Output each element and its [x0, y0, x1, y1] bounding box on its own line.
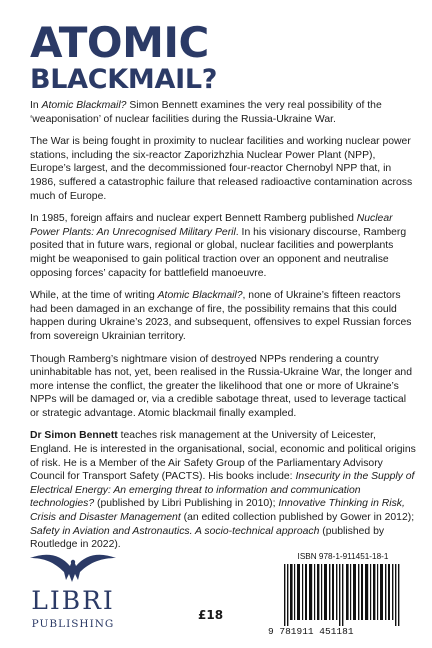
publisher-logo [28, 548, 118, 638]
paragraph-2: The War is being fought in proximity to nuclear facilities and working nuclear power stations, including the six-reactor Zaporizhzhia Nuclear Power Plant (NPP), Europe’s largest, and the decommissioned four-reactor Chernobyl NPP that, in 1986, suffered a catastrophic failure that released radioactive contamination across much of Europe. [30, 136, 413, 202]
book-title [30, 18, 410, 95]
cited-book-title: Safety in Aviation and Astronautics. A socio-technical approach [30, 525, 320, 537]
eagle-icon [28, 548, 118, 588]
text: While, at the time of writing [30, 290, 158, 302]
text: In 1985, foreign affairs and nuclear expert Bennett Ramberg published [30, 213, 357, 225]
price: £18 [198, 608, 224, 622]
paragraph-4 [30, 289, 416, 343]
cited-book-title: Innovative Thinking in Risk, Crisis and Disaster Management [30, 498, 405, 524]
author-name: Dr Simon Bennett [30, 430, 118, 442]
blurb [30, 99, 416, 561]
text: (an edited collection published by Gower in 2012); [180, 512, 415, 524]
title-line-1: ATOMIC [30, 18, 209, 67]
publisher-subtitle: PUBLISHING [31, 618, 115, 630]
text: teaches risk management at the University of Leicester, England. He is interested in the organisational, social, economic and political origins of risk. He is a Member of the Air Safety Group of the Parliamentary Advisory Council for Transport Safety (PACTS). His books include: [30, 430, 416, 483]
book-title-ref: Atomic Blackmail? [157, 290, 243, 302]
text: . In his visionary discourse, Ramberg posited that in future wars, regional or global, nuclear facilities and powerplants might be weaponised to gain political traction over an opponent and neutralise opposing forces’ capacity for battlefield manoeuvre. [30, 226, 407, 279]
barcode-icon [276, 564, 410, 626]
text: , none of Ukraine’s fifteen reactors had been damaged in an exchange of fire, the possibility remains that this could happen during Ukraine’s 2023, and subsequent, offensives to expel Russian forces from sovereign Ukrainian territory. [30, 290, 412, 342]
text: In [30, 100, 42, 111]
cited-book-title: Nuclear Power Plants: An Unrecognised Military Peril [30, 213, 393, 238]
isbn-barcode [268, 552, 418, 640]
book-title-ref: Atomic Blackmail? [41, 100, 127, 111]
text: (published by Libri Publishing in 2010); [94, 498, 279, 510]
author-bio [30, 429, 416, 551]
paragraph-5: Though Ramberg’s nightmare vision of destroyed NPPs rendering a country uninhabitable has not, yet, been realised in the Russia-Ukraine War, the longer and more intense the conflict, the greater the likelihood that one or more of Ukraine’s NPPs will be damaged or, via a credible sabotage threat, used to leverage tactical or strategic advantage. Atomic blackmail finally exampled. [30, 353, 412, 419]
title-line-2: BLACKMAIL? [30, 64, 218, 95]
paragraph-1 [30, 99, 416, 126]
paragraph-3 [30, 212, 416, 280]
text: (published by Routledge in 2022). [30, 525, 385, 551]
isbn-label: ISBN 978-1-911451-18-1 [297, 552, 389, 561]
barcode-digits: 9 781911 451181 [268, 626, 354, 637]
text: Simon Bennett examines the very real possibility of the ‘weaponisation’ of nuclear facilities during the Russia-Ukraine War. [30, 100, 382, 125]
cited-book-title: Insecurity in the Supply of Electrical Energy: An emerging threat to information and communication technologies? [30, 471, 415, 510]
publisher-name: LIBRI [31, 586, 115, 615]
